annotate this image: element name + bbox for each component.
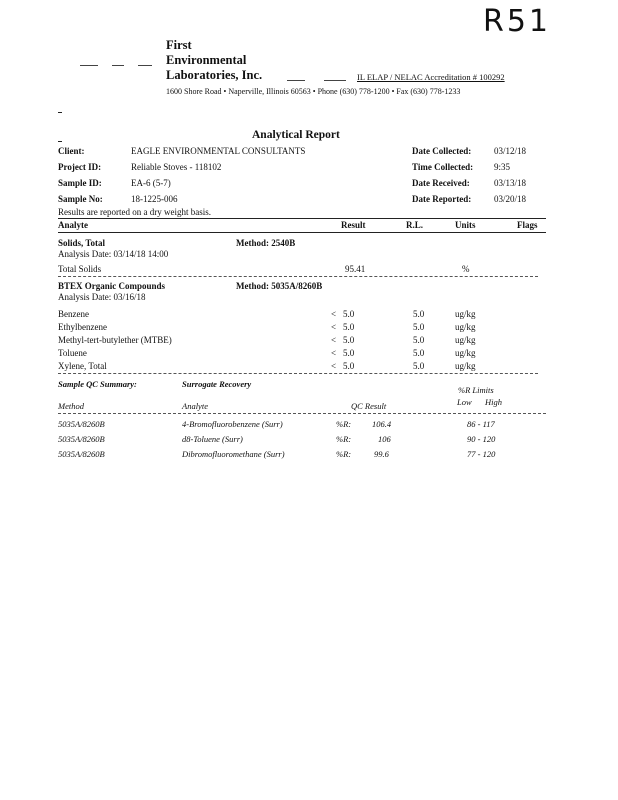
table-row-rl: 5.0 <box>413 322 425 332</box>
btex-analysis-date: Analysis Date: 03/16/18 <box>58 292 146 302</box>
lab-name-line1: First <box>166 38 192 52</box>
table-row-units: ug/kg <box>455 322 476 332</box>
qc-row-limits: 77 - 120 <box>467 449 496 459</box>
header-flags: Flags <box>517 220 538 230</box>
project-value: Reliable Stoves - 118102 <box>131 162 222 172</box>
table-row-result: 5.0 <box>343 309 355 319</box>
qc-row-pct: %R: <box>336 419 352 429</box>
table-row-result: 5.0 <box>343 361 355 371</box>
time-collected-value: 9:35 <box>494 162 511 172</box>
sample-id-label: Sample ID: <box>58 178 102 188</box>
header-analyte: Analyte <box>58 220 88 230</box>
table-row-analyte: Toluene <box>58 348 87 358</box>
letterhead-dash <box>287 80 305 81</box>
sample-id-value: EA-6 (5-7) <box>131 178 171 188</box>
table-row-analyte: Xylene, Total <box>58 361 107 371</box>
qc-title: Sample QC Summary: <box>58 379 137 389</box>
qc-row-result: 106.4 <box>372 419 392 429</box>
handwritten-mark: R51 <box>483 4 552 39</box>
qc-col-analyte: Analyte <box>182 401 208 411</box>
table-row-analyte: Total Solids <box>58 264 102 274</box>
qc-subtitle: Surrogate Recovery <box>182 379 252 389</box>
qc-row-method: 5035A/8260B <box>58 419 105 429</box>
qc-row-method: 5035A/8260B <box>58 449 105 459</box>
qc-row-limits: 90 - 120 <box>467 434 496 444</box>
table-row-analyte: Ethylbenzene <box>58 322 107 332</box>
qc-row-pct: %R: <box>336 449 352 459</box>
table-row-result: 5.0 <box>343 348 355 358</box>
table-row-units: ug/kg <box>455 309 476 319</box>
client-value: EAGLE ENVIRONMENTAL CONSULTANTS <box>131 146 306 156</box>
qc-low-header: Low <box>457 397 472 407</box>
table-row-units: ug/kg <box>455 361 476 371</box>
report-title: Analytical Report <box>252 129 340 141</box>
date-reported-label: Date Reported: <box>412 194 472 204</box>
table-row-analyte: Methyl-tert-butylether (MTBE) <box>58 335 172 345</box>
table-row-qualifier: < <box>331 348 337 358</box>
qc-row-analyte: d8-Toluene (Surr) <box>182 434 243 444</box>
table-row-analyte: Benzene <box>58 309 89 319</box>
table-row-units: ug/kg <box>455 348 476 358</box>
qc-limits-header: %R Limits <box>458 385 494 395</box>
date-received-value: 03/13/18 <box>494 178 527 188</box>
table-row-result: 5.0 <box>343 335 355 345</box>
qc-row-pct: %R: <box>336 434 352 444</box>
lab-name-line2: Environmental <box>166 53 247 67</box>
time-collected-label: Time Collected: <box>412 162 474 172</box>
qc-row-analyte: Dibromofluoromethane (Surr) <box>182 449 285 459</box>
letterhead-dash <box>80 65 98 66</box>
project-label: Project ID: <box>58 162 102 172</box>
table-row-rl: 5.0 <box>413 335 425 345</box>
qc-col-result: QC Result <box>351 401 387 411</box>
date-collected-label: Date Collected: <box>412 146 472 156</box>
lab-address: 1600 Shore Road • Naperville, Illinois 60563 • Phone (630) 778-1200 • Fax (630) 778-1233 <box>166 87 461 96</box>
header-rl: R.L. <box>406 220 424 230</box>
btex-section-title: BTEX Organic Compounds <box>58 281 166 291</box>
letterhead-dash <box>138 65 152 66</box>
header-rule-bottom <box>58 232 546 233</box>
table-row-units: % <box>462 264 470 274</box>
client-label: Client: <box>58 146 85 156</box>
table-row-rl: 5.0 <box>413 348 425 358</box>
table-row-qualifier: < <box>331 361 337 371</box>
header-units: Units <box>455 220 476 230</box>
qc-row-method: 5035A/8260B <box>58 434 105 444</box>
qc-row-result: 99.6 <box>374 449 389 459</box>
header-rule-top <box>58 218 546 219</box>
table-row-qualifier: < <box>331 322 337 332</box>
qc-col-method: Method <box>58 401 84 411</box>
date-received-label: Date Received: <box>412 178 470 188</box>
sample-no-label: Sample No: <box>58 194 103 204</box>
qc-row-result: 106 <box>378 434 391 444</box>
solids-section-title: Solids, Total <box>58 238 106 248</box>
basis-note: Results are reported on a dry weight basis. <box>58 207 211 217</box>
table-row-rl: 5.0 <box>413 361 425 371</box>
solids-analysis-date: Analysis Date: 03/14/18 14:00 <box>58 249 169 259</box>
table-row-qualifier: < <box>331 309 337 319</box>
table-row-rl: 5.0 <box>413 309 425 319</box>
tick-mark <box>58 141 62 142</box>
qc-header-rule <box>58 413 546 414</box>
qc-high-header: High <box>485 397 502 407</box>
table-row-qualifier: < <box>331 335 337 345</box>
sample-no-value: 18-1225-006 <box>131 194 178 204</box>
letterhead-dash <box>112 65 124 66</box>
row-divider <box>58 276 538 277</box>
tick-mark <box>58 112 62 113</box>
table-row-units: ug/kg <box>455 335 476 345</box>
accreditation: IL ELAP / NELAC Accreditation # 100292 <box>357 72 505 82</box>
solids-method: Method: 2540B <box>236 238 296 248</box>
qc-row-analyte: 4-Bromofluorobenzene (Surr) <box>182 419 283 429</box>
table-row-result: 5.0 <box>343 322 355 332</box>
lab-name-line3: Laboratories, Inc. <box>166 68 263 82</box>
header-result: Result <box>341 220 366 230</box>
table-row-result: 95.41 <box>345 264 366 274</box>
qc-row-limits: 86 - 117 <box>467 419 495 429</box>
letterhead-dash <box>324 80 346 81</box>
date-reported-value: 03/20/18 <box>494 194 527 204</box>
row-divider <box>58 373 538 374</box>
date-collected-value: 03/12/18 <box>494 146 527 156</box>
btex-method: Method: 5035A/8260B <box>236 281 323 291</box>
